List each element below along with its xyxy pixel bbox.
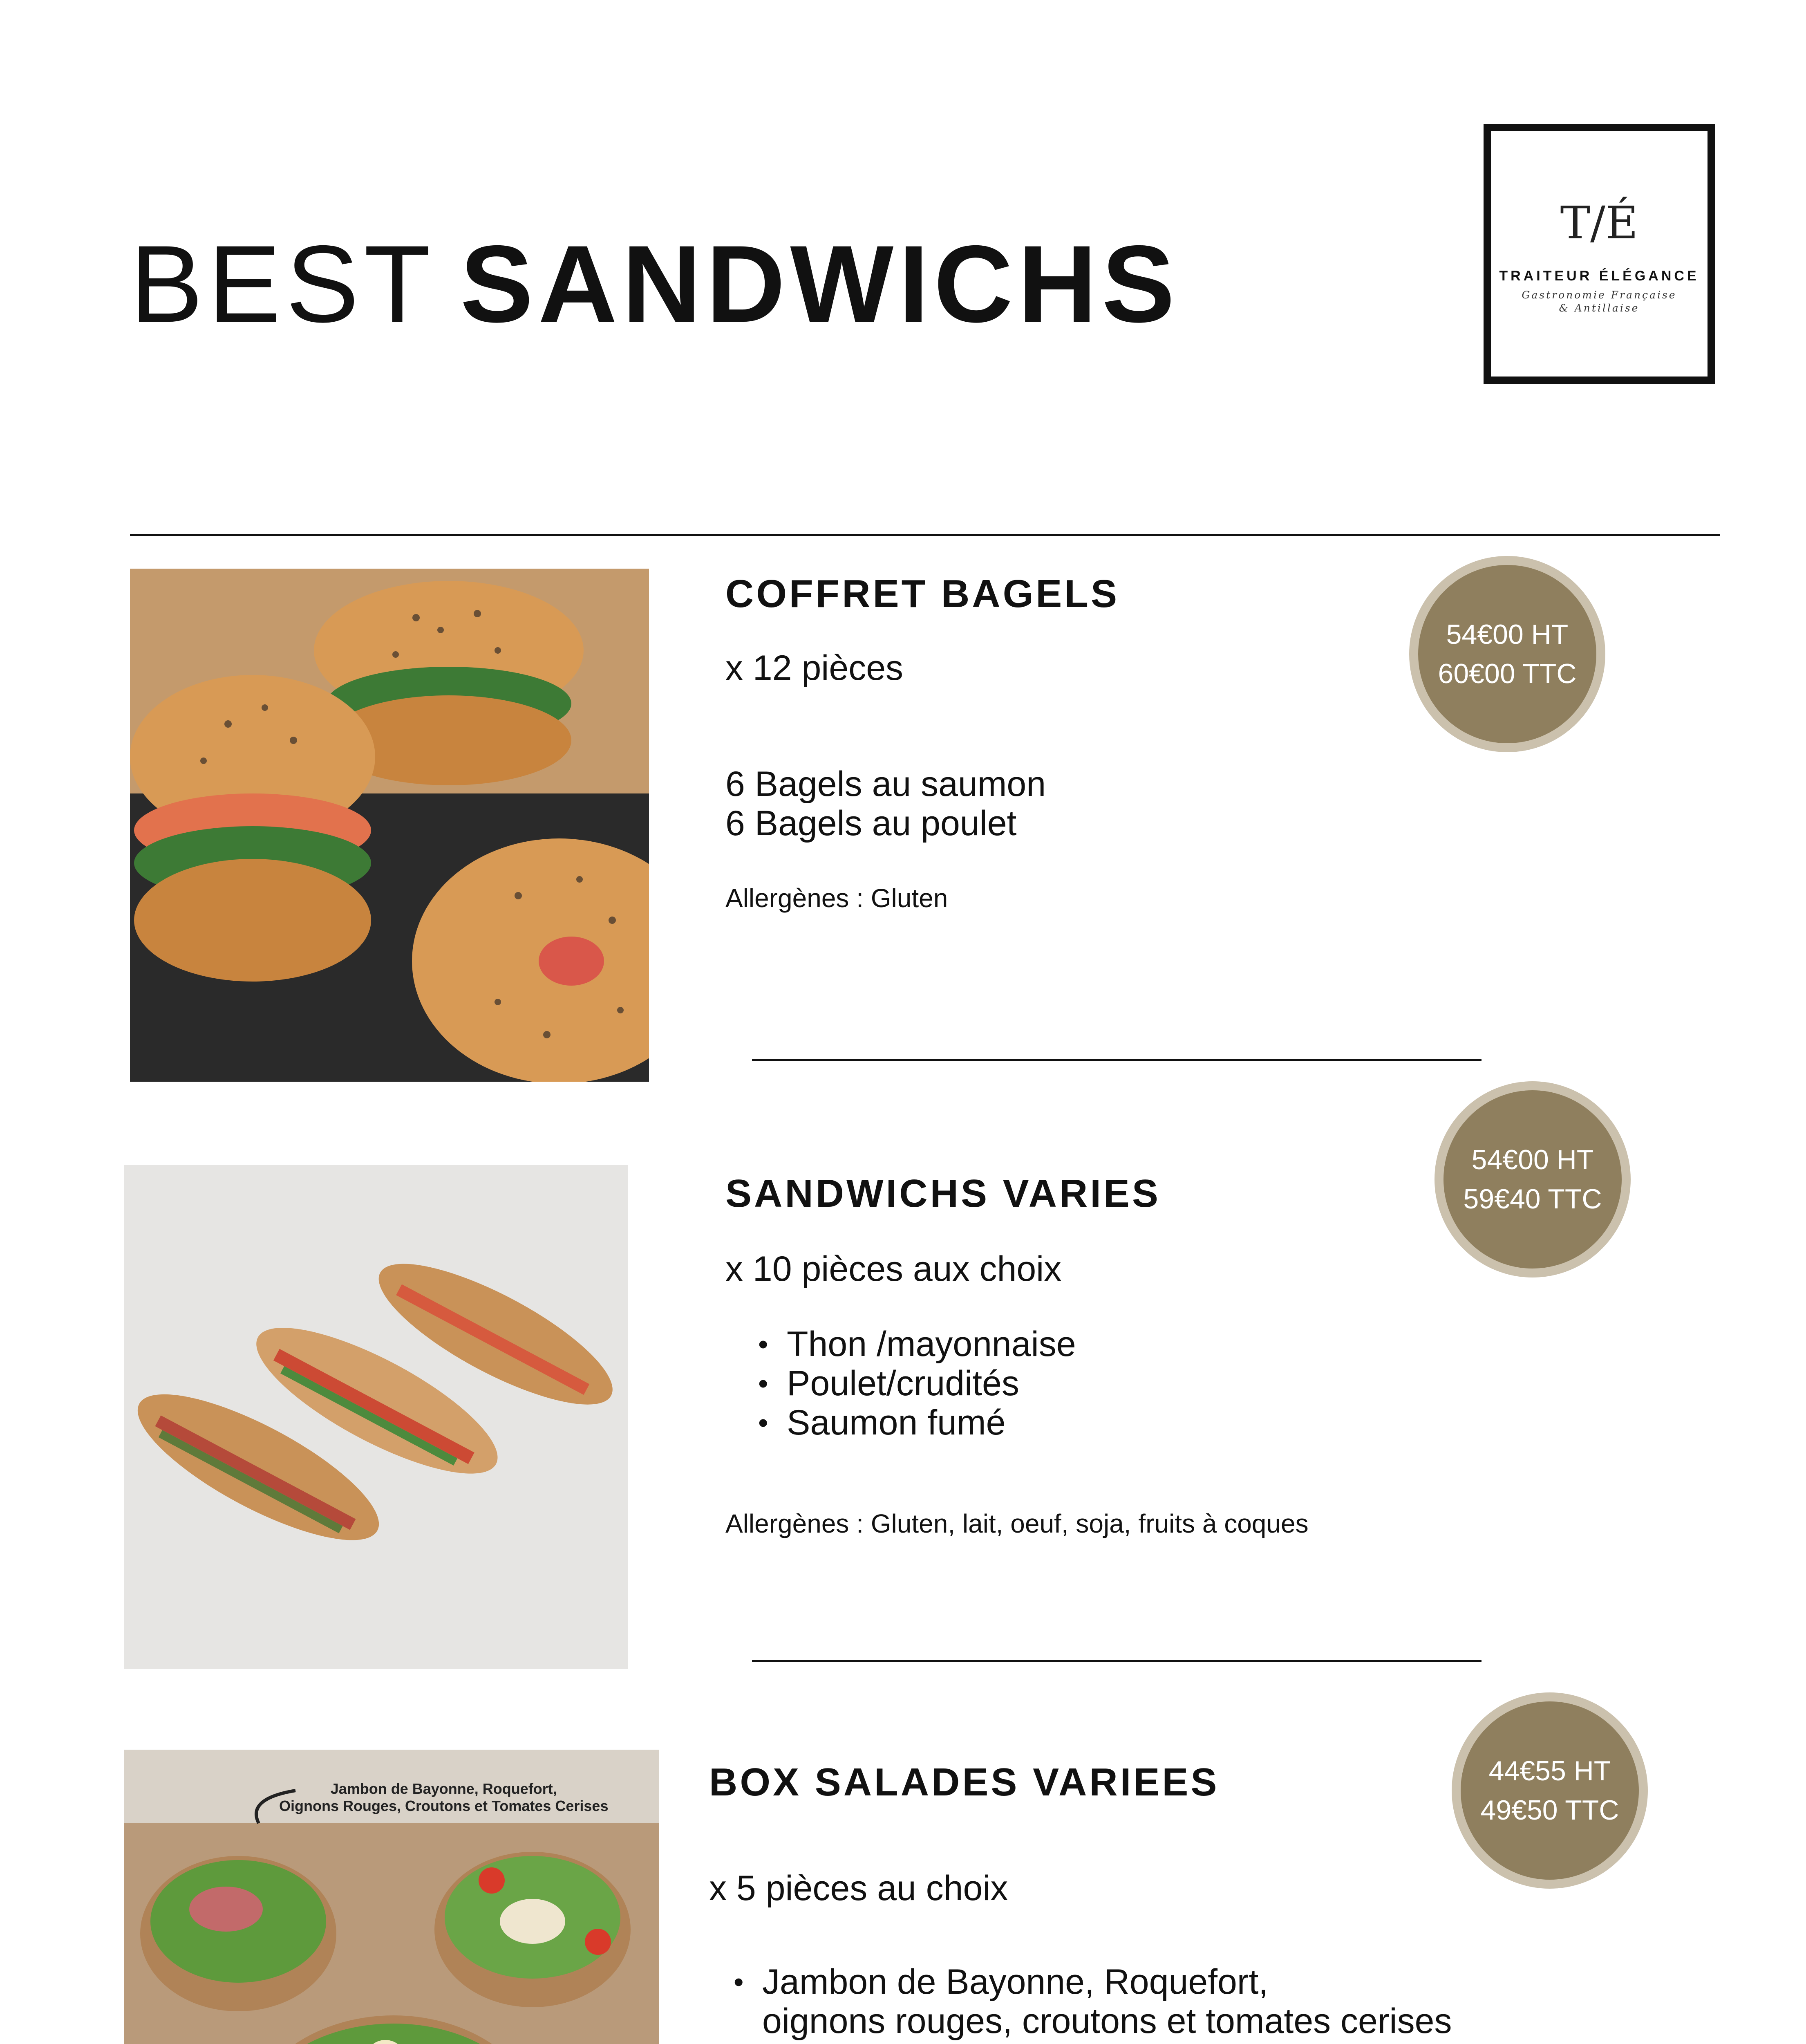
product-2-price-badge xyxy=(1435,1081,1631,1278)
salads-photo xyxy=(124,1750,659,2044)
product-1-line-1: 6 Bagels au saumon xyxy=(725,764,1046,804)
logo-monogram: T/É xyxy=(1560,197,1638,249)
product-1-name: COFFRET BAGELS xyxy=(725,572,1119,616)
product-2-allergens: Allergènes : Gluten, lait, oeuf, soja, fruits à coques xyxy=(725,1509,1309,1538)
logo-brand: TRAITEUR ÉLÉGANCE xyxy=(1499,268,1699,284)
product-2-price-ttc: 59€40 TTC xyxy=(1463,1183,1602,1215)
product-2-quantity: x 10 pièces aux choix xyxy=(725,1249,1062,1289)
sandwiches-photo xyxy=(124,1165,628,1669)
divider-2 xyxy=(752,1660,1482,1662)
product-2-item-2: • Poulet/crudités xyxy=(754,1364,1076,1403)
product-1-quantity: x 12 pièces xyxy=(725,648,904,688)
logo-tagline xyxy=(1491,289,1708,315)
product-3-item-1: • Jambon de Bayonne, Roquefort, oignons rouges, croutons et tomates cerises xyxy=(730,1962,1452,2041)
product-2-item-3: • Saumon fumé xyxy=(754,1403,1076,1442)
logo-tagline-1: Gastronomie Française xyxy=(1522,289,1677,301)
product-1-lines xyxy=(725,764,1046,843)
product-1-price-ttc: 60€00 TTC xyxy=(1438,658,1577,689)
brand-logo xyxy=(1484,124,1715,384)
bagels-photo xyxy=(130,569,649,1082)
product-2-item-1: • Thon /mayonnaise xyxy=(754,1325,1076,1364)
product-1-allergens: Allergènes : Gluten xyxy=(725,883,948,913)
logo-tagline-2: & Antillaise xyxy=(1559,302,1640,314)
sandwiches-illustration xyxy=(124,1165,628,1669)
product-2-items xyxy=(754,1325,1076,1442)
product-3-name: BOX SALADES VARIEES xyxy=(709,1760,1220,1804)
photo-label-top: Jambon de Bayonne, Roquefort, Oignons Rouges, Croutons et Tomates Cerises xyxy=(279,1780,609,1814)
product-3-quantity: x 5 pièces au choix xyxy=(709,1869,1008,1908)
product-3-items xyxy=(730,1962,1452,2044)
title-light: BEST xyxy=(130,222,436,345)
product-1-line-2: 6 Bagels au poulet xyxy=(725,804,1017,843)
product-3-price-ht: 44€55 HT xyxy=(1488,1755,1611,1786)
page-title xyxy=(130,222,1180,345)
title-bold: SANDWICHS xyxy=(460,222,1180,345)
top-divider xyxy=(130,534,1720,536)
divider-1 xyxy=(752,1059,1482,1061)
product-1-price-ht: 54€00 HT xyxy=(1446,619,1569,650)
product-1-price-badge xyxy=(1409,556,1605,752)
product-2-price-ht: 54€00 HT xyxy=(1471,1144,1594,1175)
bagels-illustration xyxy=(130,569,649,1082)
product-2-name: SANDWICHS VARIES xyxy=(725,1172,1161,1215)
product-3-price-ttc: 49€50 TTC xyxy=(1480,1795,1619,1826)
product-3-price-badge xyxy=(1452,1692,1648,1889)
